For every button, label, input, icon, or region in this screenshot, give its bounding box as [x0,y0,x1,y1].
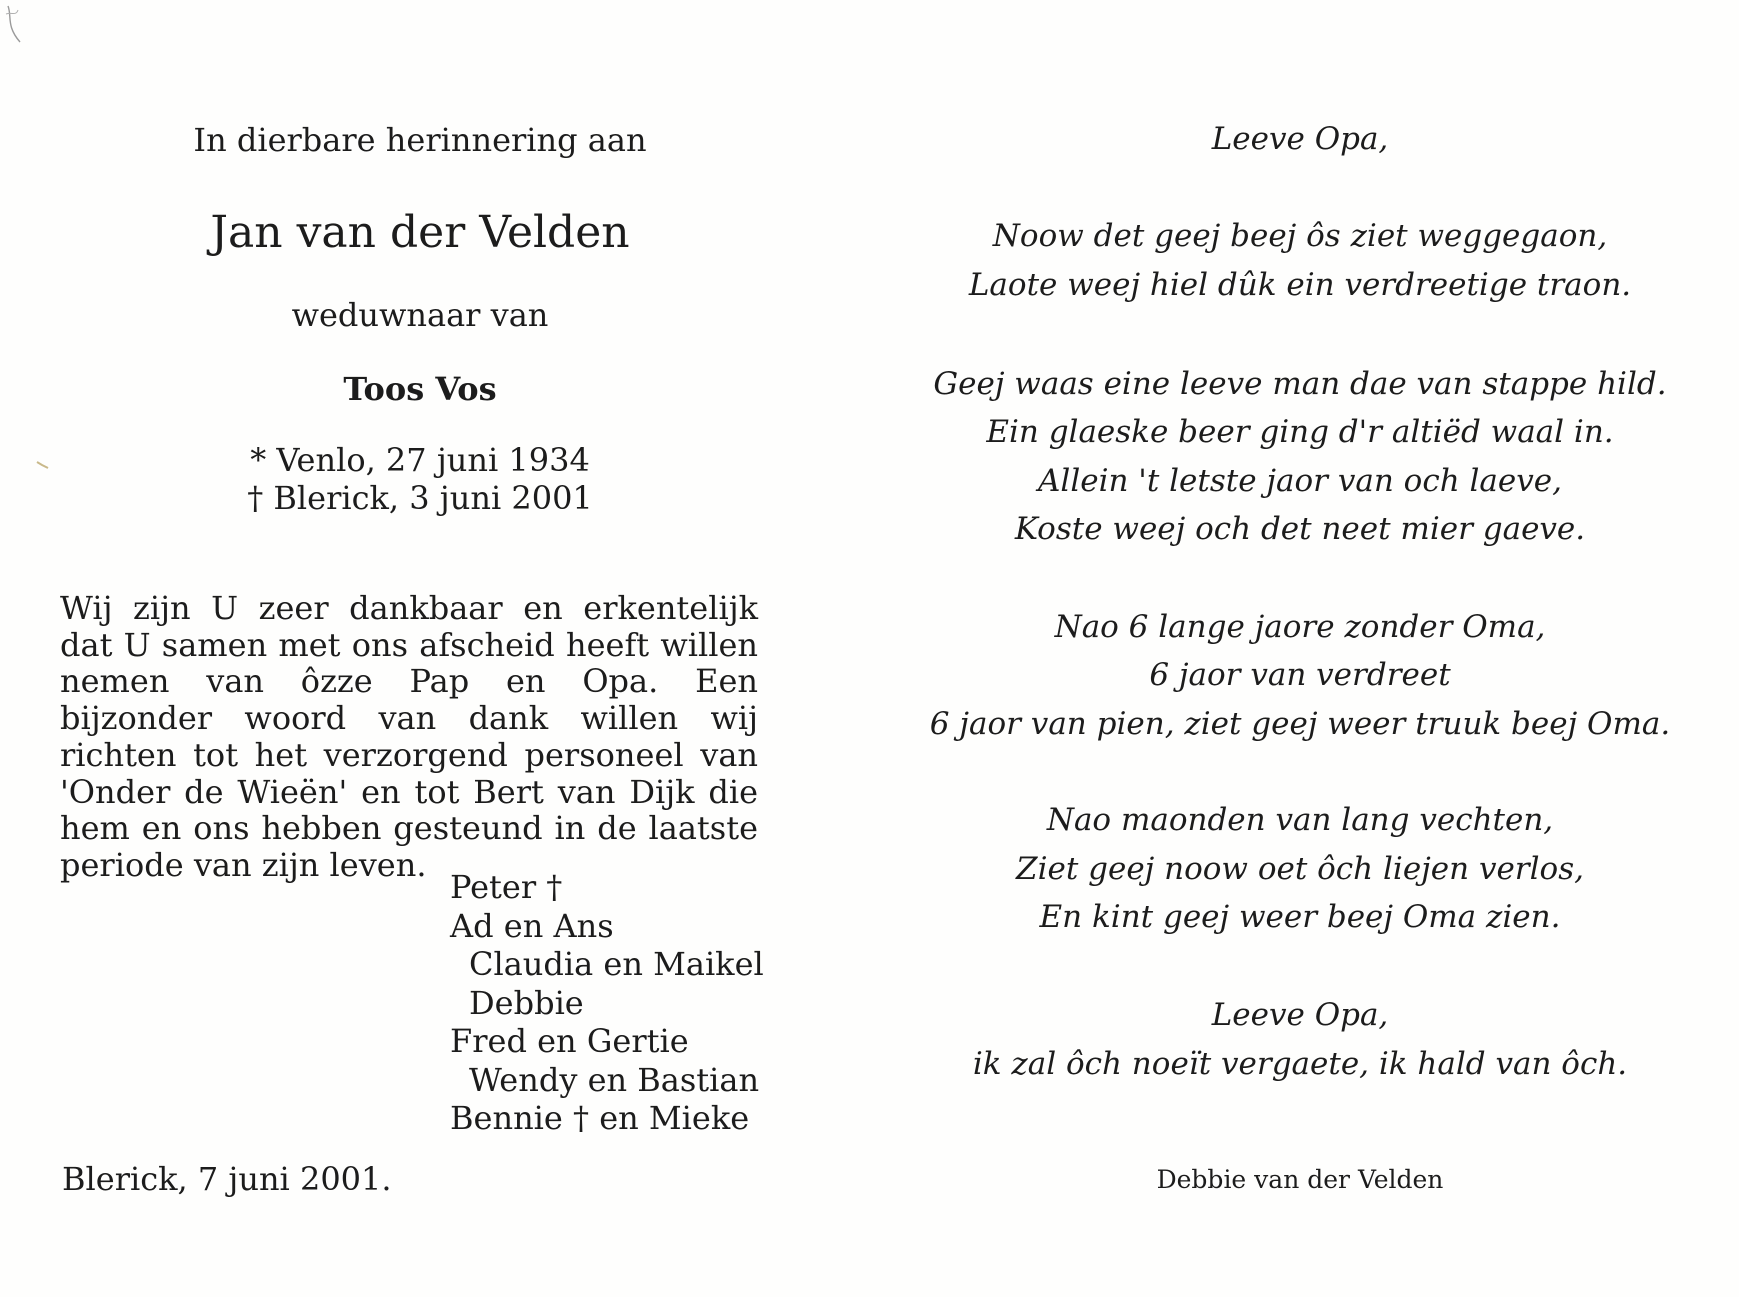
poem-line: Noow det geej beej ôs ziet weggegaon, [992,218,1608,254]
poem-line: 6 jaor van verdreet [1149,657,1451,693]
poem-line: Leeve Opa, [1211,121,1389,157]
family-member: Claudia en Maikel [469,945,764,983]
poem-line: Ein glaeske beer ging d'r altiëd waal in. [986,414,1614,450]
poem-line: Nao maonden van lang vechten, [1046,802,1554,838]
poem-line: Laote weej hiel dûk ein verdreetige traon. [968,267,1632,303]
family-member: Fred en Gertie [450,1022,689,1060]
poem-line: ik zal ôch noeït vergaete, ik hald van ôch. [972,1046,1628,1082]
intro-line: In dierbare herinnering aan [193,121,647,159]
corner-pencil-mark [4,4,24,44]
family-list [450,868,770,1138]
right-panel [900,0,1700,1297]
birth-line: * Venlo, 27 juni 1934 [250,441,590,479]
left-panel [60,0,764,1297]
spouse-name: Toos Vos [343,370,497,408]
poem-line: En kint geej weer beej Oma zien. [1039,899,1561,935]
poem-line: 6 jaor van pien, ziet geej weer truuk beej Oma. [929,706,1671,742]
paper-speck [36,460,50,470]
poem-line: Koste weej och det neet mier gaeve. [1014,511,1586,547]
family-member: Peter † [450,868,563,906]
poem-line: Nao 6 lange jaore zonder Oma, [1054,609,1546,645]
family-member: Wendy en Bastian [469,1060,760,1099]
poem-line: Geej waas eine leeve man dae van stappe hild. [933,366,1667,402]
family-member: Bennie † en Mieke [450,1099,750,1137]
poem-line: Allein 't letste jaor van och laeve, [1038,463,1562,499]
family-member: Ad en Ans [450,906,614,945]
signature: Debbie van der Velden [1156,1165,1444,1194]
relation-line: weduwnaar van [291,296,549,334]
deceased-name: Jan van der Velden [210,207,630,258]
place-date: Blerick, 7 juni 2001. [62,1160,392,1198]
family-member: Debbie [469,983,584,1022]
death-line: † Blerick, 3 juni 2001 [247,479,593,517]
poem-line: Ziet geej noow oet ôch liejen verlos, [1016,851,1584,887]
gratitude-paragraph: Wij zijn U zeer dankbaar en erkentelijk dat U samen met ons afscheid heeft willen nemen van ôzze Pap en Opa. Een bijzonder woord van dank willen wij richten tot het verzorgend personeel van 'Onder de Wieën' en tot Bert van Dijk die hem en ons hebben gesteund in de laatste periode van zijn leven. [60,589,758,884]
poem-line: Leeve Opa, [1211,997,1389,1033]
